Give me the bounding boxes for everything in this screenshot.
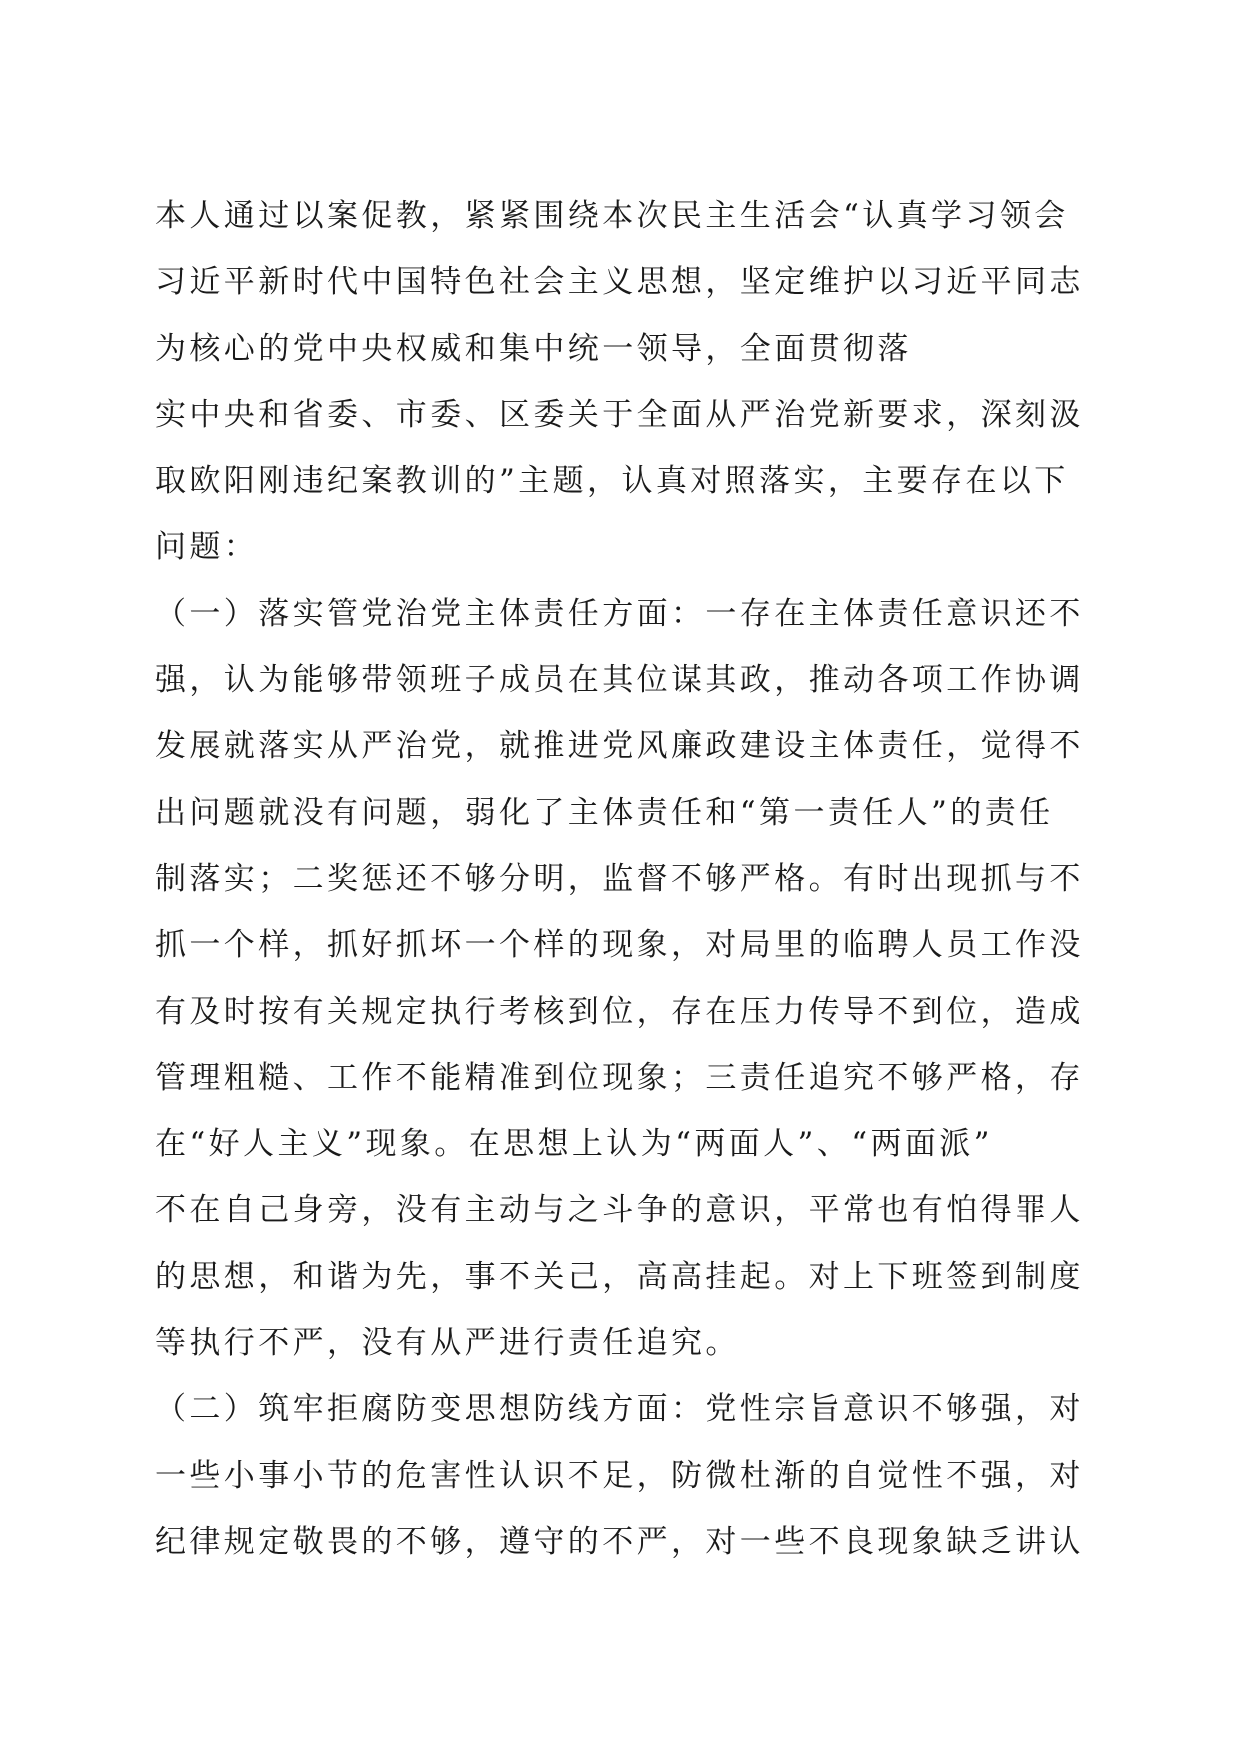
text-line: 有及时按有关规定执行考核到位，存在压力传导不到位，造成 <box>155 993 1084 1030</box>
text-line: 本人通过以案促教，紧紧围绕本次民主生活会“认真学习领会 <box>155 198 1069 234</box>
text-line: 抓一个样，抓好抓坏一个样的现象，对局里的临聘人员工作没 <box>155 927 1084 964</box>
text-line: 的思想，和谐为先，事不关己，高高挂起。对上下班签到制度 <box>155 1258 1084 1295</box>
text-line: （二）筑牢拒腐防变思想防线方面：党性宗旨意识不够强，对 <box>155 1391 1084 1428</box>
text-line: 纪律规定敬畏的不够，遵守的不严，对一些不良现象缺乏讲认 <box>155 1523 1084 1560</box>
text-line: （一）落实管党治党主体责任方面：一存在主体责任意识还不 <box>155 595 1084 632</box>
text-line: 出问题就没有问题，弱化了主体责任和“第一责任人”的责任 <box>155 794 1054 831</box>
text-line: 问题： <box>155 529 259 566</box>
text-line: 取欧阳刚违纪案教训的”主题，认真对照落实，主要存在以下 <box>155 463 1069 500</box>
text-line: 制落实；二奖惩还不够分明，监督不够严格。有时出现抓与不 <box>155 860 1084 897</box>
text-line: 等执行不严，没有从严进行责任追究。 <box>155 1325 740 1362</box>
document-body <box>155 183 1085 1575</box>
text-line: 一些小事小节的危害性认识不足，防微杜渐的自觉性不强，对 <box>155 1457 1084 1494</box>
text-line: 实中央和省委、市委、区委关于全面从严治党新要求，深刻汲 <box>155 396 1084 433</box>
text-line: 不在自己身旁，没有主动与之斗争的意识，平常也有怕得罪人 <box>155 1192 1084 1229</box>
text-line: 在“好人主义”现象。在思想上认为“两面人”、“两面派” <box>155 1126 993 1163</box>
text-line: 发展就落实从严治党，就推进党风廉政建设主体责任，觉得不 <box>155 728 1084 765</box>
text-line: 习近平新时代中国特色社会主义思想，坚定维护以习近平同志 <box>155 264 1084 301</box>
text-line: 为核心的党中央权威和集中统一领导，全面贯彻落 <box>155 330 912 367</box>
text-line: 强，认为能够带领班子成员在其位谋其政，推动各项工作协调 <box>155 662 1084 699</box>
text-line: 管理粗糙、工作不能精准到位现象；三责任追究不够严格，存 <box>155 1059 1084 1096</box>
